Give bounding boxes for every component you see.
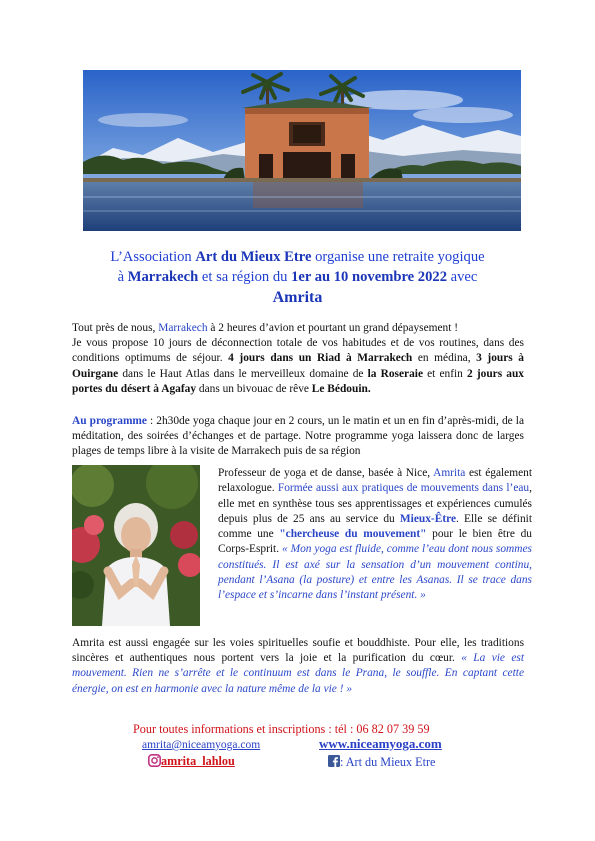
email-link[interactable]: amrita@niceamyoga.com: [142, 739, 261, 751]
intro-text: en médina,: [412, 352, 477, 365]
bio-highlight-bold: Mieux-Être: [399, 512, 457, 525]
title-text: organise une retraite yogique: [311, 249, 485, 265]
instagram-icon: [148, 754, 161, 767]
retreat-dates: 1er au 10 novembre 2022: [291, 269, 447, 285]
intro-text: dans le Haut Atlas dans le merveilleux domaine de: [118, 367, 368, 380]
programme-paragraph: [72, 414, 524, 460]
title-text: L’Association: [110, 249, 196, 265]
association-name: Art du Mieux Etre: [195, 249, 312, 265]
intro-paragraph: [72, 321, 524, 397]
intro-highlight: la Roseraie: [367, 367, 423, 380]
title-text: à: [117, 269, 128, 285]
title-text: avec: [447, 269, 478, 285]
bio-highlight: Formée aussi aux pratiques de mouvements dans l’eau: [277, 482, 530, 495]
bio-text: Professeur de yoga et de danse, basée à Nice,: [218, 467, 434, 479]
title-line-1: [70, 247, 525, 267]
bio-quote: « Mon yoga est fluide, comme l’eau dont nous sommes constitués. Il est axé sur la sensation d’un mouvement continu, pendant l’Asana (la posture) et entre les Asanas. Il se trace dans l’espace et s’incarne dans l’instant présent. »: [218, 543, 532, 602]
bio-text: , elle met en synthèse tous ses apprentissages et expériences cumulés depuis plus de 25 ans au service du: [218, 482, 532, 525]
intro-text: Tout près de nous,: [72, 322, 159, 334]
programme-label: Au programme: [72, 415, 147, 427]
programme-text: : 2h30de yoga chaque jour en 2 cours, un le matin et un en fin d’après-midi, de la méditation, des soirées d’échanges et de partage. Notre programme yoga laissera donc de larges plages de temps libre à la visite de Marrakech puis de sa région: [72, 415, 524, 458]
city-name: Marrakech: [127, 269, 199, 285]
facebook-page-name: : Art du Mieux Etre: [340, 755, 436, 769]
website-link[interactable]: www.niceamyoga.com: [319, 736, 442, 751]
instagram-handle: amrita_lahlou: [161, 754, 235, 768]
intro-highlight: Le Bédouin.: [311, 382, 371, 395]
bio-highlight-bold: "chercheuse du mouvement": [279, 528, 427, 541]
teacher-name: Amrita: [272, 289, 323, 306]
title-text: et sa région du: [198, 269, 292, 285]
facebook-icon: [328, 755, 340, 767]
bio-text: . Elle se définit comme une: [218, 512, 532, 541]
title-line-2: [70, 267, 525, 287]
bio-paragraph: [218, 466, 532, 604]
bio-name: Amrita: [433, 467, 466, 479]
intro-highlight: 2 jours aux portes du désert à Agafay: [72, 367, 525, 395]
bio-text: est également relaxologue.: [218, 467, 532, 495]
intro-text: et enfin: [423, 367, 468, 380]
facebook-contact[interactable]: [328, 755, 435, 770]
intro-highlight: 3 jours à Ouirgane: [72, 352, 525, 380]
intro-text: Je vous propose 10 jours de déconnection totale de vos habitudes et de vos routines, dans des conditions optimums de séjour.: [72, 337, 524, 365]
engagement-quote: « La vie est mouvement. Rien ne s’arrête et le continuum est dans le Prana, le souffle. En captant cette énergie, on est en harmonie avec la nature même de la vie ! »: [72, 652, 525, 695]
instagram-contact[interactable]: [148, 754, 235, 769]
hero-image-menara-pavilion: [83, 70, 521, 231]
page-title: [70, 247, 525, 308]
engagement-text: Amrita est aussi engagée sur les voies spirituelles soufie et bouddhiste. Pour elle, les traditions sincères et authentiques nous portent vers la joie et la purification du cœur.: [72, 637, 524, 665]
intro-highlight: 4 jours dans un Riad à Marrakech: [228, 352, 413, 365]
intro-city: Marrakech: [158, 322, 208, 334]
amrita-photo: [72, 465, 200, 626]
bio-text: pour le bien être du Corps-Esprit.: [218, 528, 532, 556]
contact-info: Pour toutes informations et inscriptions : tél : 06 82 07 39 59: [133, 722, 430, 736]
intro-text: à 2 heures d’avion et pourtant un grand dépaysement !: [207, 322, 459, 334]
title-line-3: [70, 288, 525, 308]
intro-text: dans un bivouac de rêve: [196, 382, 312, 395]
engagement-paragraph: [72, 636, 524, 697]
